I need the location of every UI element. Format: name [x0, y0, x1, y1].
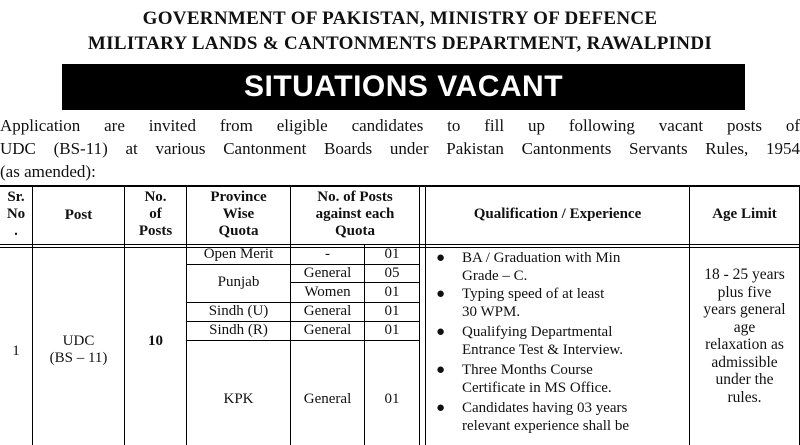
- bullet-icon: ●: [436, 250, 446, 266]
- age-limit-line: years general: [703, 301, 786, 318]
- table-border: [419, 185, 420, 445]
- quota-province: Sindh (U): [208, 303, 269, 319]
- bullet-icon: ●: [436, 286, 446, 302]
- header-line-1: GOVERNMENT OF PAKISTAN, MINISTRY OF DEFENCE: [142, 8, 658, 29]
- header-sr-line: Sr.: [7, 189, 25, 205]
- header-posts-each-quota: [291, 189, 419, 240]
- bullet-icon: ●: [436, 324, 446, 340]
- qualification-item: [436, 323, 684, 359]
- quota-posts: 01: [384, 322, 400, 338]
- age-limit-line: rules.: [727, 388, 762, 406]
- qualification-item: [436, 361, 684, 397]
- post-scale: (BS – 11): [49, 350, 108, 366]
- age-limit-line: under the: [715, 371, 774, 388]
- header-age-limit: Age Limit: [712, 206, 777, 222]
- header-posts-line: Posts: [138, 223, 173, 239]
- quota-category: -: [325, 246, 330, 262]
- qualification-text: Entrance Test & Interview.: [462, 342, 623, 358]
- post-name: UDC: [62, 333, 95, 349]
- quota-province: Open Merit: [203, 246, 274, 262]
- row-sr: 1: [12, 343, 20, 359]
- header-province-line: Quota: [218, 223, 259, 239]
- table-border: [0, 244, 800, 245]
- qualification-text: 30 WPM.: [462, 304, 521, 320]
- table-border: [186, 340, 420, 341]
- qualification-text: Typing speed of at least: [462, 286, 605, 302]
- quota-province: KPK: [223, 391, 254, 407]
- quota-posts: 01: [384, 284, 400, 300]
- qualification-item: [436, 285, 684, 321]
- age-limit-line: admissible: [711, 353, 778, 371]
- quota-category: General: [303, 303, 352, 319]
- quota-category: General: [303, 265, 352, 281]
- quota-posts: 01: [384, 391, 400, 407]
- qualification-text: Three Months Course: [462, 362, 593, 378]
- quota-category: General: [303, 391, 352, 407]
- row-no-of-posts: 10: [148, 333, 163, 349]
- bullet-icon: ●: [436, 400, 446, 416]
- table-border: [290, 282, 420, 283]
- quota-category: General: [303, 322, 352, 338]
- header-posts-each-line: Quota: [334, 223, 375, 239]
- intro-line-3: (as amended):: [0, 162, 96, 181]
- age-limit-line: age: [733, 318, 756, 336]
- header-sr-no: [0, 189, 32, 240]
- header-posts-each-line: No. of Posts: [317, 189, 393, 205]
- header-no-of-posts: [125, 189, 186, 240]
- header-qualification: Qualification / Experience: [473, 206, 642, 222]
- situations-vacant-banner: SITUATIONS VACANT: [62, 64, 745, 110]
- header-post: Post: [64, 207, 93, 223]
- intro-line-2: UDC (BS-11) at various Cantonment Boards under Pakistan Cantonments Servants Rules, 1954: [0, 139, 800, 158]
- qualification-item: [436, 399, 684, 435]
- qualification-text: Certificate in MS Office.: [462, 380, 612, 396]
- table-border: [425, 185, 426, 445]
- qualification-text: relevant experience shall be: [462, 418, 629, 434]
- intro-line-1: Application are invited from eligible candidates to fill up following vacant posts of: [0, 116, 800, 135]
- table-border: [32, 185, 33, 445]
- header-posts-line: No.: [144, 189, 167, 205]
- quota-province: Punjab: [217, 274, 260, 290]
- bullet-icon: ●: [436, 362, 446, 378]
- quota-category: Women: [304, 284, 351, 300]
- quota-posts: 01: [384, 246, 400, 262]
- quota-province: Sindh (R): [209, 322, 268, 338]
- header-line-2: MILITARY LANDS & CANTONMENTS DEPARTMENT, RAWALPINDI: [87, 33, 713, 54]
- header-province-quota: [187, 189, 290, 240]
- qualification-item: [436, 249, 684, 285]
- header-province-line: Wise: [222, 206, 255, 222]
- header-sr-line: No: [6, 206, 26, 222]
- qualification-text: BA / Graduation with Min: [462, 250, 621, 266]
- qualification-text: Qualifying Departmental: [462, 324, 613, 340]
- quota-posts: 05: [384, 265, 400, 281]
- age-limit-line: 18 - 25 years: [704, 266, 785, 283]
- header-posts-line: of: [149, 206, 162, 222]
- qualification-text: Candidates having 03 years: [462, 400, 628, 416]
- age-limit-line: plus five: [717, 283, 772, 301]
- qualification-text: Grade – C.: [462, 268, 528, 284]
- row-post: [33, 333, 124, 367]
- age-limit-text: [690, 266, 799, 406]
- age-limit-line: relaxation as: [705, 336, 784, 353]
- table-border: [0, 185, 800, 187]
- quota-posts: 01: [384, 303, 400, 319]
- header-province-line: Province: [210, 189, 267, 205]
- header-posts-each-line: against each: [315, 206, 395, 222]
- header-sr-line: .: [14, 223, 18, 239]
